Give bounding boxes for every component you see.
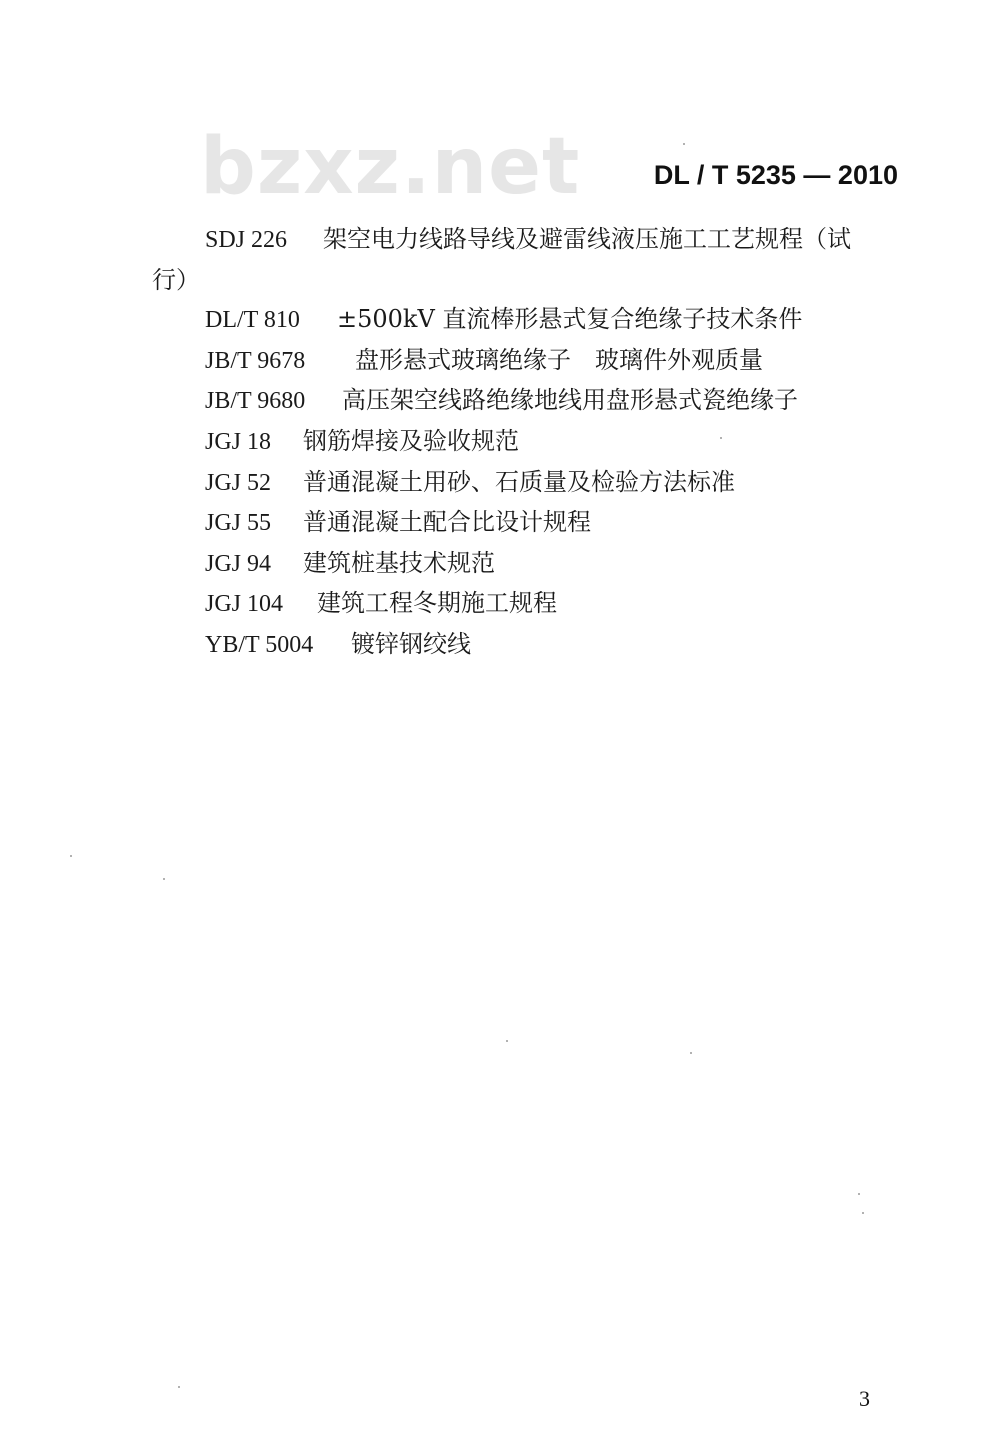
reference-item — [0, 625, 1000, 666]
reference-code: JGJ 52 — [205, 469, 272, 496]
scan-speck — [858, 1193, 860, 1195]
scan-speck — [862, 1212, 864, 1214]
scan-speck — [506, 1040, 508, 1042]
scan-speck — [178, 1386, 180, 1388]
reference-title: 高压架空线路绝缘地线用盘形悬式瓷绝缘子 — [342, 386, 798, 415]
normative-references-list — [0, 220, 1000, 666]
reference-item — [0, 503, 1000, 544]
reference-code: JGJ 55 — [205, 510, 272, 537]
watermark-logo: bzxz.net — [200, 122, 581, 212]
reference-title: 建筑工程冬期施工规程 — [317, 589, 557, 618]
reference-title: 钢筋焊接及验收规范 — [303, 426, 519, 455]
reference-code: YB/T 5004 — [205, 631, 314, 658]
reference-title-continuation: 行） — [152, 265, 200, 294]
reference-code: DL/T 810 — [205, 307, 300, 334]
scan-speck — [163, 878, 165, 880]
reference-code: JGJ 18 — [205, 428, 272, 455]
reference-item — [0, 463, 1000, 504]
reference-title: 普通混凝土配合比设计规程 — [303, 508, 591, 537]
reference-item — [0, 422, 1000, 463]
page-number: 3 — [859, 1386, 870, 1411]
reference-code: JGJ 104 — [205, 591, 284, 618]
reference-code: JB/T 9678 — [205, 347, 306, 374]
scan-speck — [720, 437, 722, 439]
reference-title: 架空电力线路导线及避雷线液压施工工艺规程（试 — [323, 225, 851, 253]
reference-title: 镀锌钢绞线 — [351, 629, 471, 658]
reference-title: ±500kV 直流棒形悬式复合绝缘子技术条件 — [337, 305, 803, 334]
scan-speck — [70, 855, 72, 857]
scan-speck — [683, 143, 685, 145]
reference-code: JB/T 9680 — [205, 388, 306, 415]
reference-item — [0, 300, 1000, 341]
reference-code: SDJ 226 — [205, 227, 288, 253]
reference-item — [0, 220, 1000, 300]
reference-item — [0, 544, 1000, 585]
scan-speck — [690, 1052, 692, 1054]
reference-item — [0, 584, 1000, 625]
standard-code-header: DL / T 5235 — 2010 — [653, 160, 898, 190]
reference-title: 普通混凝土用砂、石质量及检验方法标准 — [303, 467, 735, 496]
reference-item — [0, 381, 1000, 422]
reference-code: JGJ 94 — [205, 550, 272, 577]
reference-title: 建筑桩基技术规范 — [303, 548, 495, 577]
reference-item — [0, 341, 1000, 382]
reference-title: 盘形悬式玻璃绝缘子 玻璃件外观质量 — [355, 345, 763, 374]
